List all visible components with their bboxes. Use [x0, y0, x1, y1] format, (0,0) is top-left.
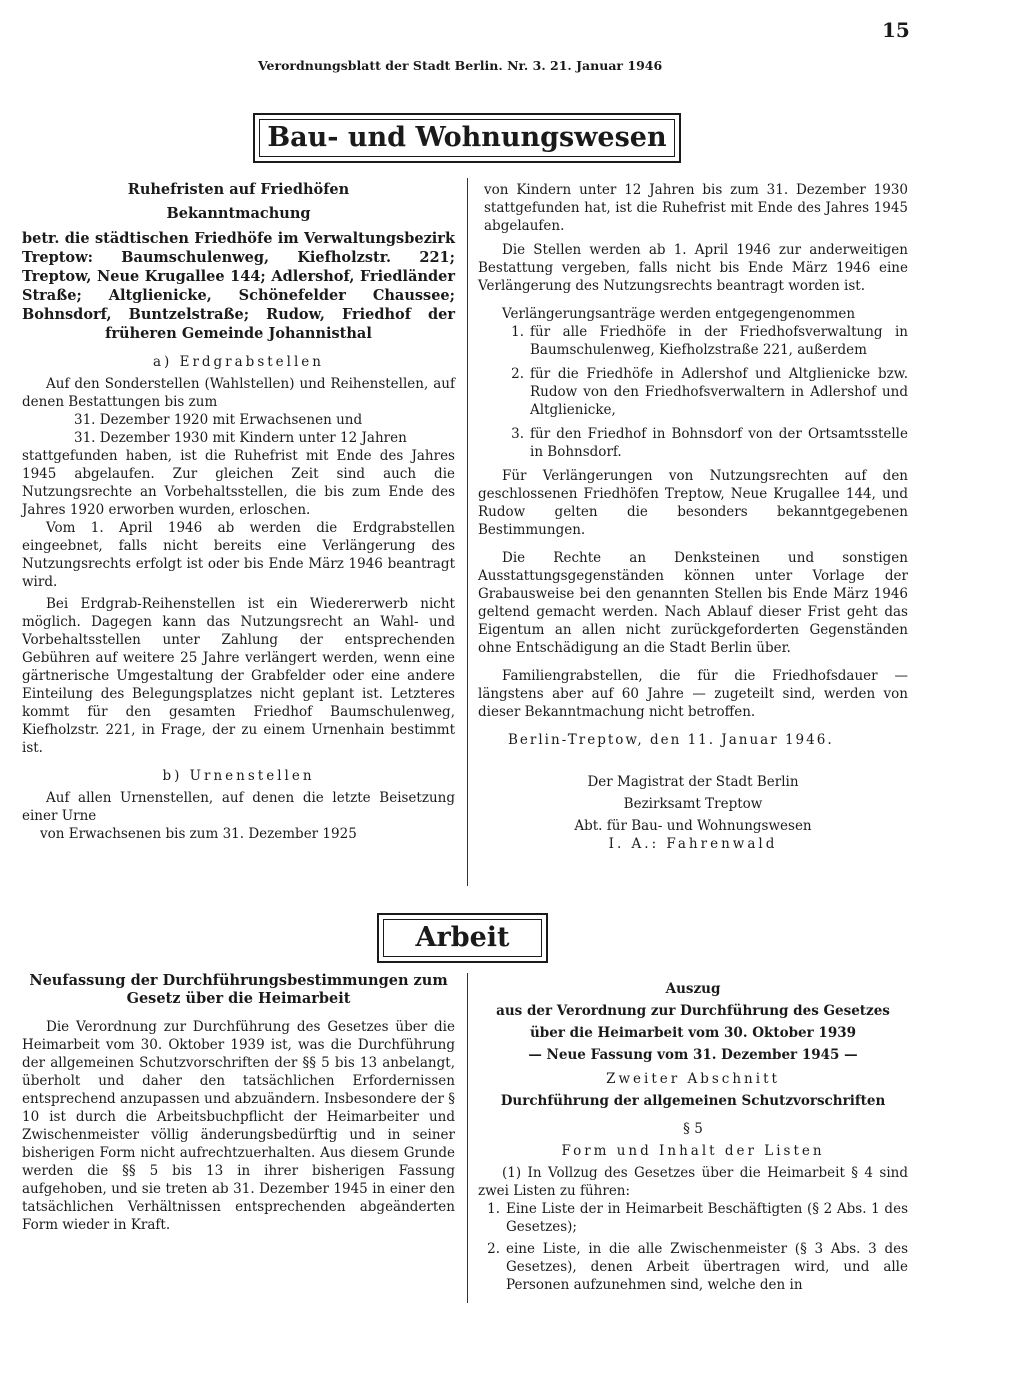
- article-subtitle: Bekanntmachung: [166, 205, 311, 222]
- list-text: für den Friedhof in Bohnsdorf von der Ortsamtsstelle in Bohnsdorf.: [530, 426, 908, 460]
- bau-column-right: [478, 181, 908, 853]
- signature-line: I. A.: Fahrenwald: [608, 836, 778, 852]
- excerpt-source-line: — Neue Fassung vom 31. Dezember 1945 —: [528, 1047, 858, 1063]
- paragraph-title: Form und Inhalt der Listen: [561, 1143, 825, 1159]
- article-title: Ruhefristen auf Friedhöfen: [127, 181, 350, 198]
- column-divider: [467, 178, 468, 886]
- article-subject: betr. die städtischen Friedhöfe im Verwaltungsbezirk Treptow: Baumschulenweg, Kiefholzstr. 221; Treptow, Neue Krugallee 144; Adlershof, Friedländer Straße; Altglienicke, Schönefelder Chaussee; Bohnsdorf, Buntzelstraße; Rudow, Friedhof der früheren Gemeinde Johannisthal: [22, 230, 455, 342]
- chapter-heading: Zweiter Abschnitt: [606, 1071, 780, 1087]
- signature-line: Bezirksamt Treptow: [623, 796, 763, 812]
- dateline: Berlin-Treptow, den 11. Januar 1946.: [508, 732, 834, 748]
- paragraph: Für Verlängerungen von Nutzungsrechten auf den geschlossenen Friedhöfen Treptow, Neue Krugallee 144, und Rudow gelten die besonders bekanntgegebenen Bestimmungen.: [478, 468, 908, 538]
- paragraph-line: 31. Dezember 1920 mit Erwachsenen und: [74, 412, 363, 428]
- excerpt-label: Auszug: [665, 981, 721, 997]
- paragraph-number: § 5: [683, 1121, 703, 1137]
- list-text: für die Friedhöfe in Adlershof und Altglienicke bzw. Rudow von den Friedhofsverwaltern in Adlershof und Altglienicke,: [530, 366, 908, 418]
- list-text: eine Liste, in die alle Zwischenmeister (§ 3 Abs. 3 des Gesetzes), denen Arbeit übertragen wird, und alle Personen aufzunehmen sind, welche den in: [506, 1241, 908, 1293]
- paragraph: Bei Erdgrab-Reihenstellen ist ein Wiedererwerb nicht möglich. Dagegen kann das Nutzungsrecht an Wahl- und Vorbehaltsstellen unter Zahlung der entsprechenden Gebühren auf weitere 25 Jahre verlängert werden, wenn eine gärtnerische Umgestaltung der Grabfelder oder eine andere Einteilung des Belegungsplatzes nicht geplant ist. Letzteres kommt für den gesamten Friedhof Baumschulenweg, Kiefholzstr. 221, in Frage, der zu einem Urnenhain bestimmt ist.: [22, 596, 455, 756]
- paragraph: Familiengrabstellen, die für die Friedhofsdauer — längstens aber auf 60 Jahre — zugeteilt sind, werden von dieser Bekanntmachung nicht betroffen.: [478, 668, 908, 720]
- section-heading-bau-text: Bau- und Wohnungswesen: [267, 122, 667, 153]
- bau-column-left: [22, 181, 455, 843]
- paragraph: stattgefunden haben, ist die Ruhefrist mit Ende des Jahres 1945 abgelaufen. Zur gleichen Zeit sind auch die Nutzungsrechte an Vorbehaltsstellen, die bis zum Ende des Jahres 1920 erworben wurden, erloschen.: [22, 448, 455, 518]
- section-heading-arbeit-text: Arbeit: [415, 922, 510, 953]
- list-item: [478, 425, 908, 461]
- paragraph: Vom 1. April 1946 ab werden die Erdgrabstellen eingeebnet, falls nicht bereits eine Verlängerung des Nutzungsrechts erfolgt ist oder bis Ende März 1946 beantragt wird.: [22, 520, 455, 590]
- list-item: [478, 1240, 908, 1294]
- paragraph-line: 31. Dezember 1930 mit Kindern unter 12 Jahren: [74, 430, 407, 446]
- section-heading-bau: [253, 113, 681, 163]
- excerpt-source-line: über die Heimarbeit vom 30. Oktober 1939: [529, 1025, 856, 1041]
- subheading-a: a) Erdgrabstellen: [152, 354, 324, 370]
- paragraph: Verlängerungsanträge werden entgegengenommen: [502, 306, 856, 322]
- paragraph: Die Verordnung zur Durchführung des Gesetzes über die Heimarbeit vom 30. Oktober 1939 ist, was die Durchführung der allgemeinen Schutzvorschriften der §§ 5 bis 13 anbelangt, überholt und daher den tatsächlichen Erfordernissen entsprechend anzupassen und abzuändern. Insbesondere der § 10 ist durch die Arbeitsbuchpflicht der Heimarbeiter und Zwischenmeister völlig änderungsbedürftig und in seiner bisherigen Form nicht aufrechtzuerhalten. Aus diesem Grunde werden die §§ 5 bis 13 in ihrer bisherigen Fassung aufgehoben, und sie treten ab 31. Dezember 1945 in einer den tatsächlichen Verhältnissen entsprechenden abgeänderten Form wieder in Kraft.: [22, 1019, 455, 1233]
- list-text: für alle Friedhöfe in der Friedhofsverwaltung in Baumschulenweg, Kiefholzstraße 221, außerdem: [530, 324, 908, 358]
- paragraph-line: von Erwachsenen bis zum 31. Dezember 1925: [40, 826, 357, 842]
- running-head: Verordnungsblatt der Stadt Berlin. Nr. 3. 21. Januar 1946: [258, 58, 663, 73]
- subheading-b: b) Urnenstellen: [162, 768, 315, 784]
- signature-line: Der Magistrat der Stadt Berlin: [587, 774, 799, 790]
- signature-line: Abt. für Bau- und Wohnungswesen: [574, 818, 812, 834]
- list-number: 2.: [511, 366, 524, 382]
- article-title: Neufassung der Durchführungsbestimmungen zum Gesetz über die Heimarbeit: [29, 972, 448, 1007]
- paragraph: Die Stellen werden ab 1. April 1946 zur anderweitigen Bestattung vergeben, falls nicht bis Ende März 1946 eine Verlängerung des Nutzungsrechts beantragt worden ist.: [478, 242, 908, 294]
- list-number: 3.: [511, 426, 524, 442]
- list-number: 1.: [511, 324, 524, 340]
- excerpt-source-line: aus der Verordnung zur Durchführung des Gesetzes: [496, 1003, 890, 1019]
- list-text: Eine Liste der in Heimarbeit Beschäftigten (§ 2 Abs. 1 des Gesetzes);: [506, 1201, 908, 1235]
- paragraph: (1) In Vollzug des Gesetzes über die Heimarbeit § 4 sind zwei Listen zu führen:: [478, 1165, 908, 1199]
- page-number: 15: [882, 18, 910, 42]
- section-heading-arbeit: [377, 913, 548, 963]
- paragraph: Die Rechte an Denksteinen und sonstigen Ausstattungsgegenständen können unter Vorlage der Grabausweise bei den genannten Stellen bis Ende März 1946 geltend gemacht werden. Nach Ablauf dieser Frist geht das Eigentum an allen nicht zurückgeforderten Gegenständen ohne Entschädigung an die Stadt Berlin über.: [478, 550, 908, 656]
- list-number: 1.: [487, 1201, 500, 1217]
- arbeit-column-left: [22, 972, 455, 1234]
- paragraph: Auf allen Urnenstellen, auf denen die letzte Beisetzung einer Urne: [22, 790, 455, 824]
- chapter-title: Durchführung der allgemeinen Schutzvorschriften: [500, 1093, 886, 1109]
- list-number: 2.: [487, 1241, 500, 1257]
- list-item: [478, 323, 908, 359]
- list-item: [478, 365, 908, 419]
- arbeit-column-right: [478, 980, 908, 1294]
- column-divider: [467, 973, 468, 1303]
- list-item: [478, 1200, 908, 1236]
- paragraph: von Kindern unter 12 Jahren bis zum 31. Dezember 1930 stattgefunden hat, ist die Ruhefrist mit Ende des Jahres 1945 abgelaufen.: [484, 182, 908, 234]
- paragraph: Auf den Sonderstellen (Wahlstellen) und Reihenstellen, auf denen Bestattungen bis zum: [22, 376, 455, 410]
